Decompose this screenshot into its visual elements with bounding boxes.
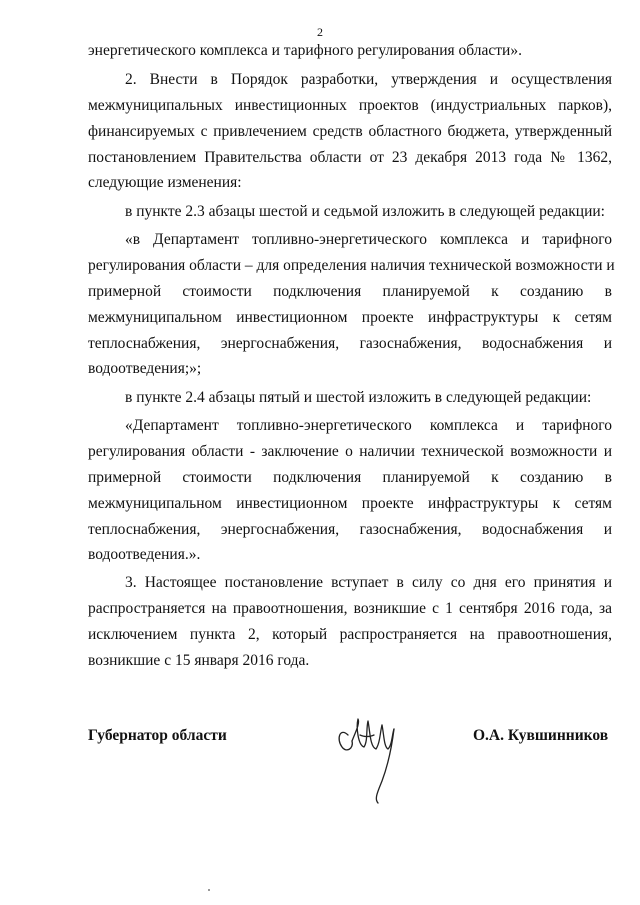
text-line: исключением пункта 2, который распространяется на правоотношения, — [88, 626, 612, 643]
text-line: постановлением Правительства области от 23 декабря 2013 года № 1362, — [88, 149, 612, 166]
text-line: следующие изменения: — [88, 174, 242, 191]
text-line: регулирования области - заключение о наличии технической возможности и — [88, 443, 612, 460]
text-line: «Департамент топливно-энергетического комплекса и тарифного — [125, 417, 612, 434]
text-line: 3. Настоящее постановление вступает в силу со дня его принятия и — [125, 574, 612, 591]
signatory-name: О.А. Кувшинников — [473, 727, 609, 744]
text-line: в пункте 2.4 абзацы пятый и шестой изложить в следующей редакции: — [125, 389, 592, 406]
text-line: межмуниципальных инвестиционных проектов (индустриальных парков), — [88, 97, 612, 114]
text-line: теплоснабжения, энергоснабжения, газоснабжения, водоснабжения и — [88, 521, 612, 538]
text-line: возникшие с 15 января 2016 года. — [88, 652, 310, 669]
text-line: финансируемых с привлечением средств областного бюджета, утвержденный — [88, 123, 612, 140]
text-line: примерной стоимости подключения планируемой к созданию в — [88, 283, 612, 300]
text-line: водоотведения;»; — [88, 360, 202, 377]
page-number: 2 — [317, 25, 323, 39]
text-line: распространяется на правоотношения, возникшие с 1 сентября 2016 года, за — [88, 600, 612, 617]
text-line: регулирования области – для определения наличия технической возможности и — [88, 257, 615, 274]
text-line: «в Департамент топливно-энергетического комплекса и тарифного — [125, 231, 612, 248]
text-line: в пункте 2.3 абзацы шестой и седьмой изложить в следующей редакции: — [125, 203, 605, 220]
text-line: теплоснабжения, энергоснабжения, газоснабжения, водоснабжения и — [88, 335, 612, 352]
text-line: примерной стоимости подключения планируемой к созданию в — [88, 469, 612, 486]
signatory-title: Губернатор области — [88, 727, 227, 744]
scan-speck — [208, 889, 210, 891]
text-line: межмуниципальном инвестиционном проекте инфраструктуры к сетям — [88, 309, 612, 326]
text-line: энергетического комплекса и тарифного регулирования области». — [88, 42, 522, 59]
text-line: межмуниципальном инвестиционном проекте инфраструктуры к сетям — [88, 495, 612, 512]
handwritten-signature — [330, 705, 410, 805]
text-line: водоотведения.». — [88, 546, 201, 563]
text-line: 2. Внести в Порядок разработки, утверждения и осуществления — [125, 71, 612, 88]
